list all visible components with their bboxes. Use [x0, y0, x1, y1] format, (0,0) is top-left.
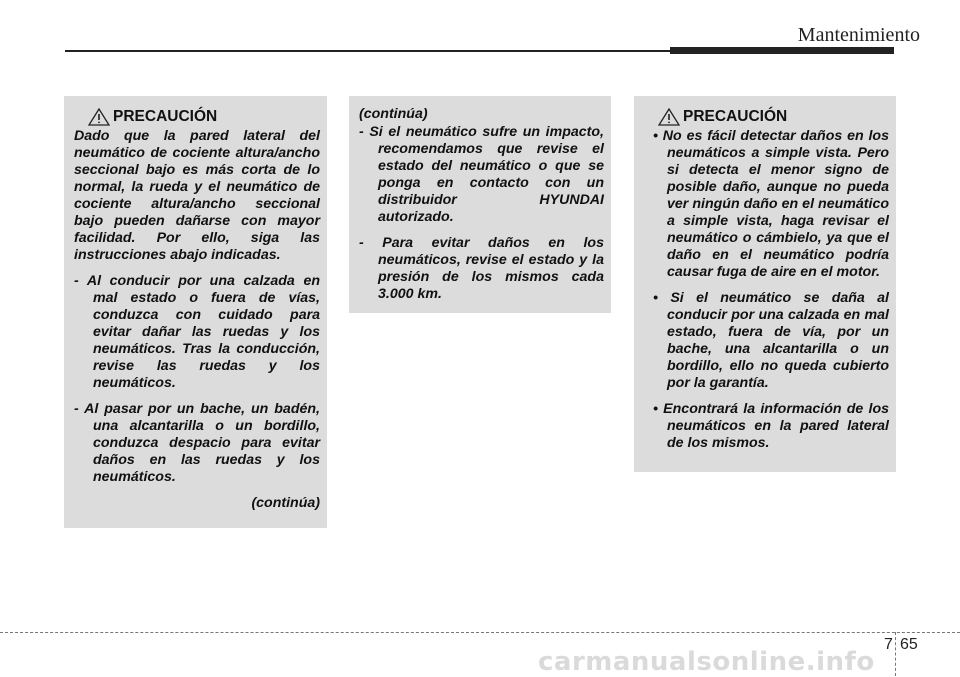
- page-number: 65: [900, 636, 918, 653]
- caution-intro: Dado que la pared lateral del neumático de cociente altura/ancho seccional bajo es más corta de lo normal, la rueda y el neumático de cociente altura/ancho seccional bajo pueden dañarse con mayor facilidad. Por ello, siga las instrucciones abajo indicadas.: [74, 128, 320, 263]
- caution-bullet: • No es fácil detectar daños en los neumáticos a simple vista. Pero si detecta el menor signo de posible daño, aunque no pueda ver ningún daño en el neumático a simple vista, haga revisar el neumático o cámbielo, ya que el daño en el neumático podría causar fuga de aire en el motor.: [653, 128, 889, 280]
- caution-item: - Para evitar daños en los neumáticos, revise el estado y la presión de los mismos cada 3.000 km.: [359, 235, 604, 302]
- caution-box-damage: [634, 96, 896, 472]
- caution-box-continued: [349, 96, 611, 313]
- watermark: carmanualsonline.info: [538, 647, 875, 677]
- section-title: Mantenimiento: [797, 24, 920, 46]
- warning-triangle-icon: [88, 108, 110, 126]
- warning-triangle-icon: [658, 108, 680, 126]
- chapter-number: 7: [884, 636, 893, 653]
- caution-box-sidewall: [64, 96, 327, 528]
- caution-heading: [88, 108, 320, 126]
- caution-heading-text: PRECAUCIÓN: [683, 108, 788, 125]
- header-rule-accent: [670, 47, 894, 54]
- caution-item: - Al pasar por un bache, un badén, una alcantarilla o un bordillo, conduzca despacio para evitar daños en las ruedas y los neumáticos.: [74, 401, 320, 485]
- continued-label: (continúa): [251, 495, 320, 511]
- caution-bullet: • Si el neumático se daña al conducir por una calzada en mal estado, fuera de vía, por un bache, una alcantarilla o un bordillo, ello no queda cubierto por la garantía.: [653, 290, 889, 391]
- continued-label: (continúa): [359, 106, 428, 122]
- page-number-divider: [895, 632, 896, 676]
- caution-item: - Si el neumático sufre un impacto, recomendamos que revise el estado del neumático o que se ponga en contacto con un distribuidor HYUNDAI autorizado.: [359, 124, 604, 225]
- footer-rule: [0, 632, 960, 633]
- caution-heading-text: PRECAUCIÓN: [113, 108, 218, 125]
- caution-bullet: • Encontrará la información de los neumáticos en la pared lateral de los mismos.: [653, 401, 889, 451]
- caution-heading: [658, 108, 889, 126]
- caution-item: - Al conducir por una calzada en mal estado o fuera de vías, conduzca con cuidado para evitar dañar las ruedas y los neumáticos. Tras la conducción, revise las ruedas y los neumáticos.: [74, 273, 320, 391]
